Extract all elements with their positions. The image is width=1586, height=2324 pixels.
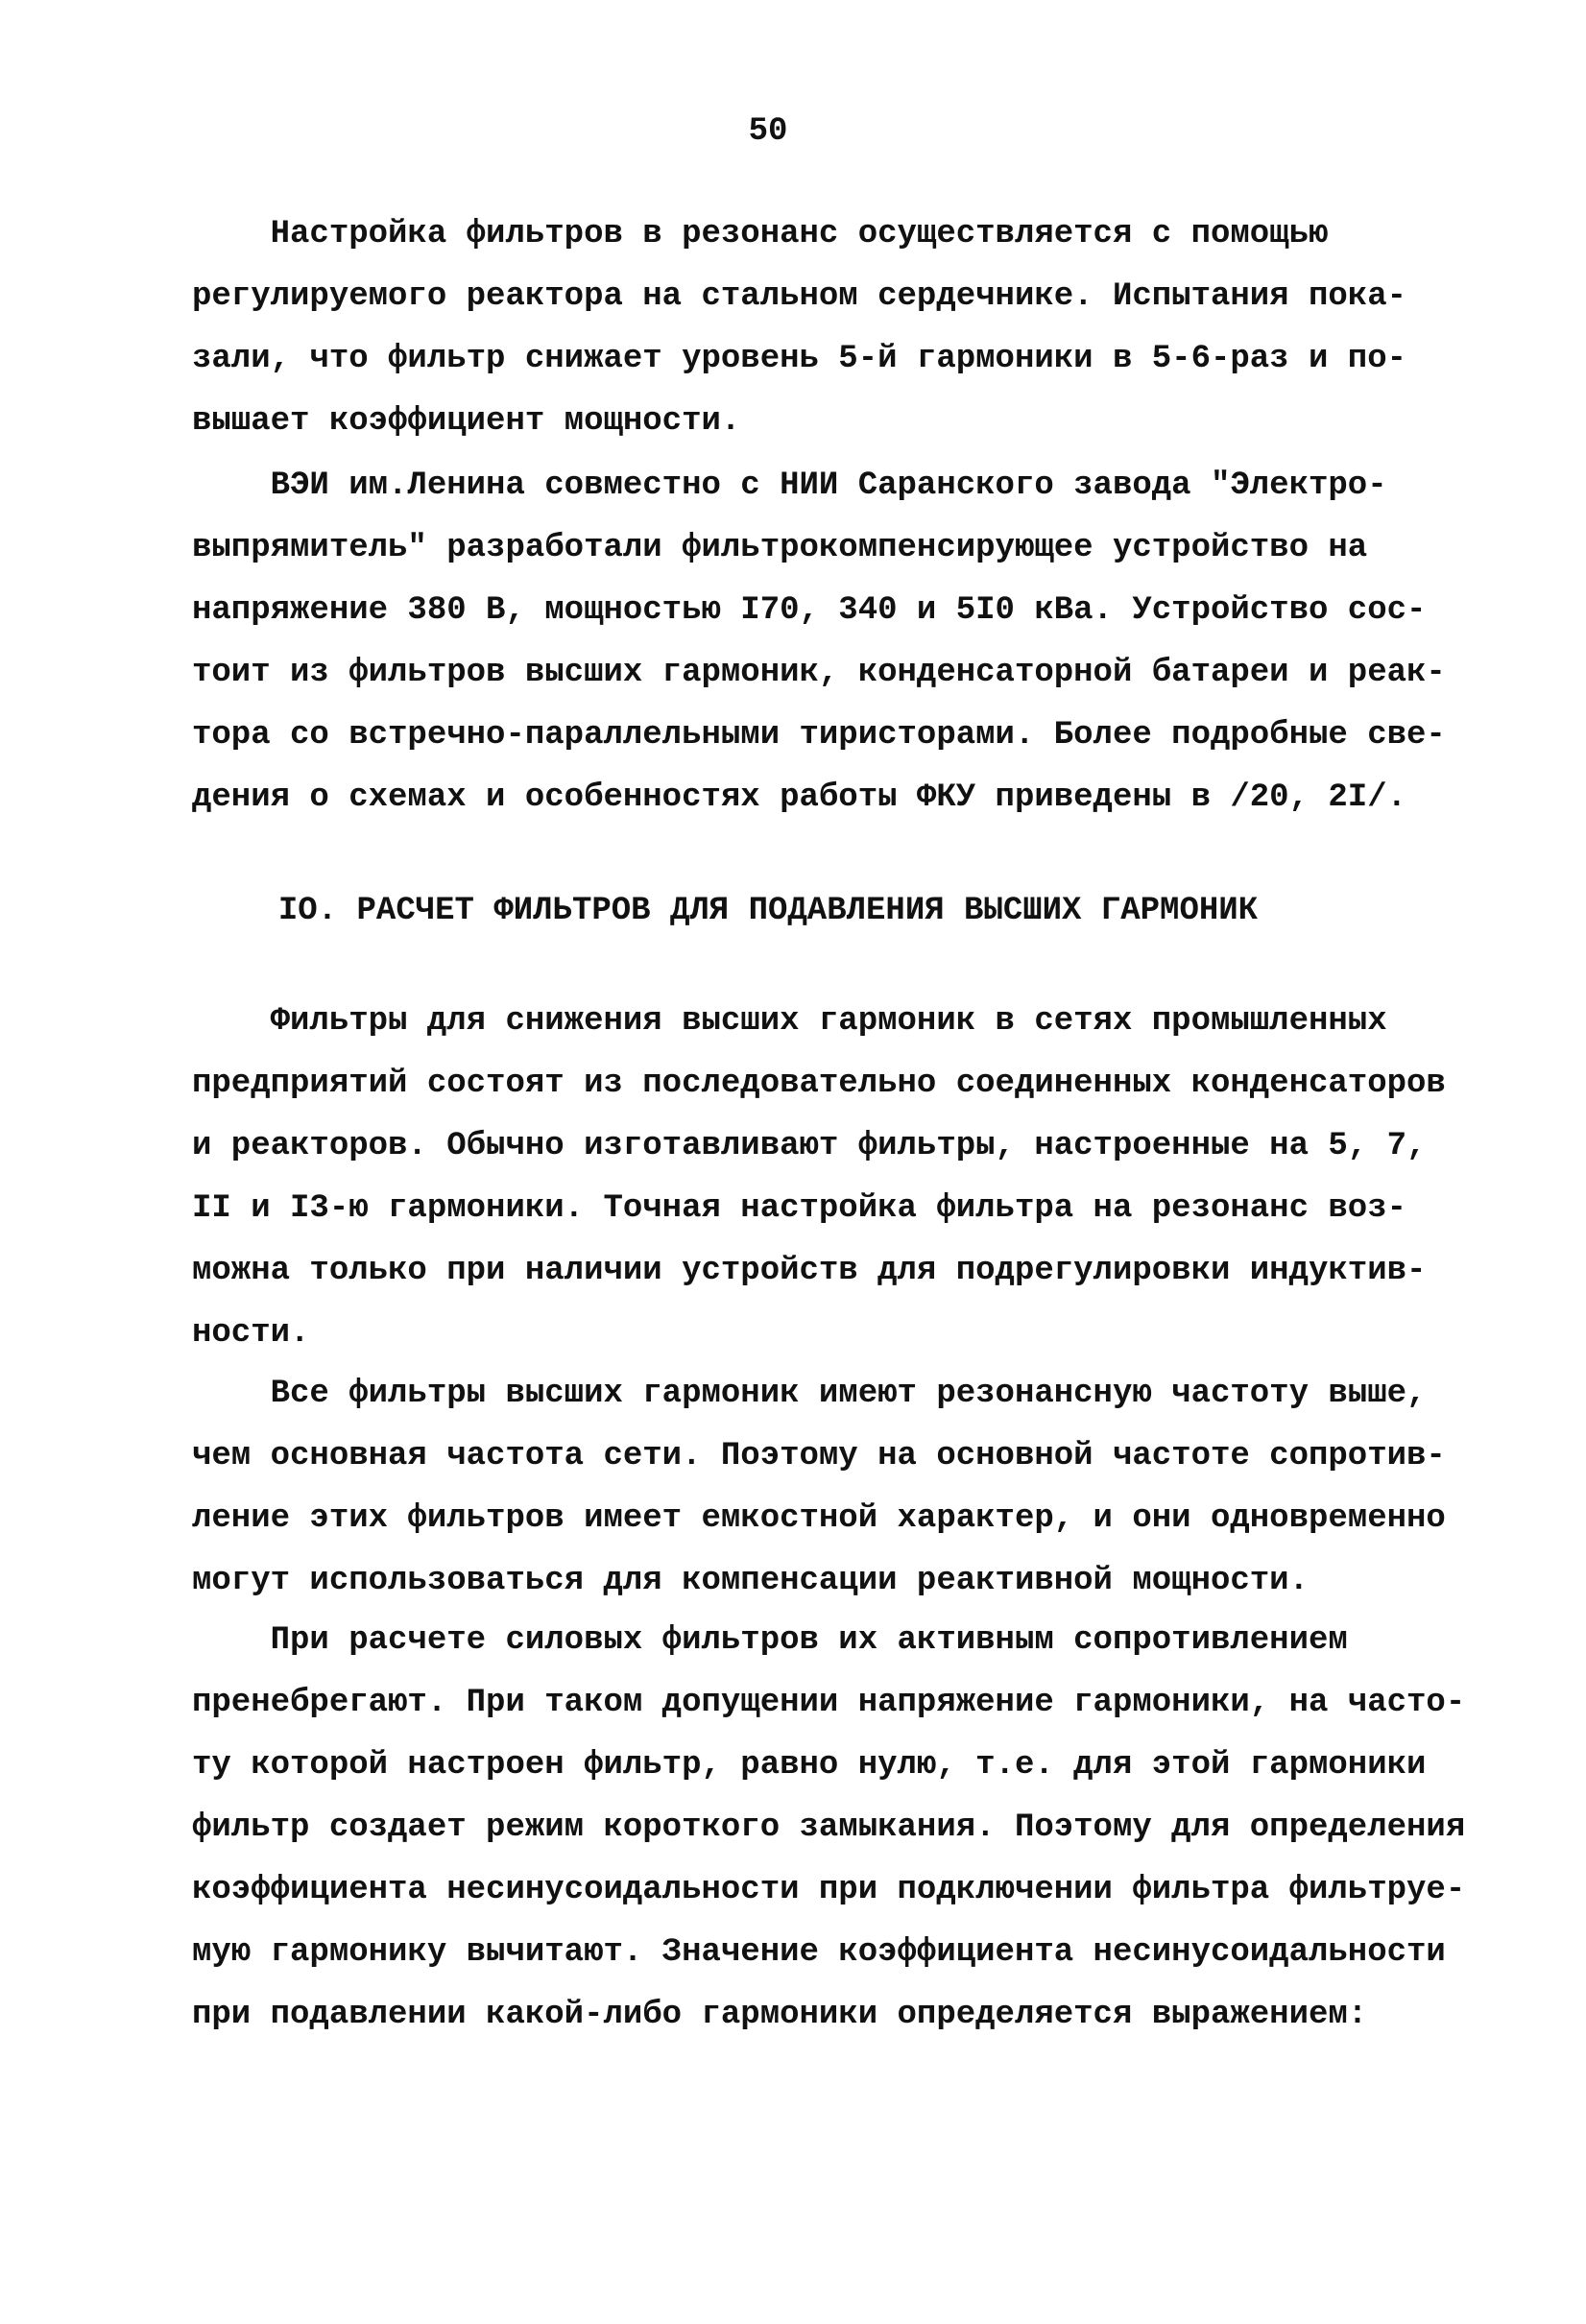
paragraph-line: выпрямитель" разработали фильтрокомпенсирующее устройство на [192, 530, 1368, 566]
paragraph-line: можна только при наличии устройств для подрегулировки индуктив- [192, 1253, 1427, 1289]
paragraph-line: дения о схемах и особенностях работы ФКУ приведены в /20, 2I/. [192, 779, 1407, 816]
section-heading: IO. РАСЧЕТ ФИЛЬТРОВ ДЛЯ ПОДАВЛЕНИЯ ВЫСШИХ ГАРМОНИК [277, 893, 1259, 929]
paragraph-line: тора со встречно-параллельными тиристорами. Более подробные све- [192, 717, 1446, 754]
paragraph-5 [192, 1610, 1466, 2047]
paragraph-line: и реакторов. Обычно изготавливают фильтры, настроенные на 5, 7, [192, 1128, 1427, 1164]
paragraph-4 [192, 1363, 1446, 1613]
paragraph-line: чем основная частота сети. Поэтому на основной частоте сопротив- [192, 1438, 1446, 1474]
paragraph-line: Все фильтры высших гармоник имеют резонансную частоту выше, [192, 1376, 1427, 1412]
paragraph-line: ности. [192, 1315, 310, 1352]
paragraph-line: предприятий состоят из последовательно соединенных конденсаторов [192, 1066, 1446, 1102]
paragraph-line: пренебрегают. При таком допущении напряжение гармоники, на часто- [192, 1685, 1466, 1721]
paragraph-line: при подавлении какой-либо гармоники определяется выражением: [192, 1997, 1368, 2033]
paragraph-line: При расчете силовых фильтров их активным сопротивлением [192, 1622, 1348, 1659]
paragraph-line: ВЭИ им.Ленина совместно с НИИ Саранского завода "Электро- [192, 467, 1387, 504]
paragraph-line: коэффициента несинусоидальности при подключении фильтра фильтруе- [192, 1872, 1466, 1908]
paragraph-2 [192, 455, 1446, 829]
paragraph-line: регулируемого реактора на стальном сердечнике. Испытания пока- [192, 278, 1407, 315]
paragraph-line: тоит из фильтров высших гармоник, конденсаторной батареи и реак- [192, 655, 1446, 691]
paragraph-line: вышает коэффициент мощности. [192, 403, 741, 440]
paragraph-3 [192, 991, 1446, 1365]
paragraph-line: ту которой настроен фильтр, равно нулю, т.е. для этой гармоники [192, 1747, 1427, 1784]
paragraph-1 [192, 204, 1430, 453]
paragraph-line: мую гармонику вычитают. Значение коэффициента несинусоидальности [192, 1934, 1446, 1971]
paragraph-line: напряжение 380 В, мощностью I70, 340 и 5I0 кВа. Устройство сос- [192, 592, 1427, 629]
paragraph-line: фильтр создает режим короткого замыкания. Поэтому для определения [192, 1809, 1466, 1846]
paragraph-line: ление этих фильтров имеет емкостной характер, и они одновременно [192, 1500, 1446, 1537]
page-number: 50 [748, 113, 788, 150]
paragraph-line: могут использоваться для компенсации реактивной мощности. [192, 1563, 1309, 1599]
paragraph-line: II и I3-ю гармоники. Точная настройка фильтра на резонанс воз- [192, 1190, 1407, 1227]
paragraph-line: Фильтры для снижения высших гармоник в сетях промышленных [192, 1003, 1387, 1040]
paragraph-line: зали, что фильтр снижает уровень 5-й гармоники в 5-6-раз и по- [192, 341, 1407, 377]
paragraph-line: Настройка фильтров в резонанс осуществляется с помощью [192, 216, 1329, 252]
